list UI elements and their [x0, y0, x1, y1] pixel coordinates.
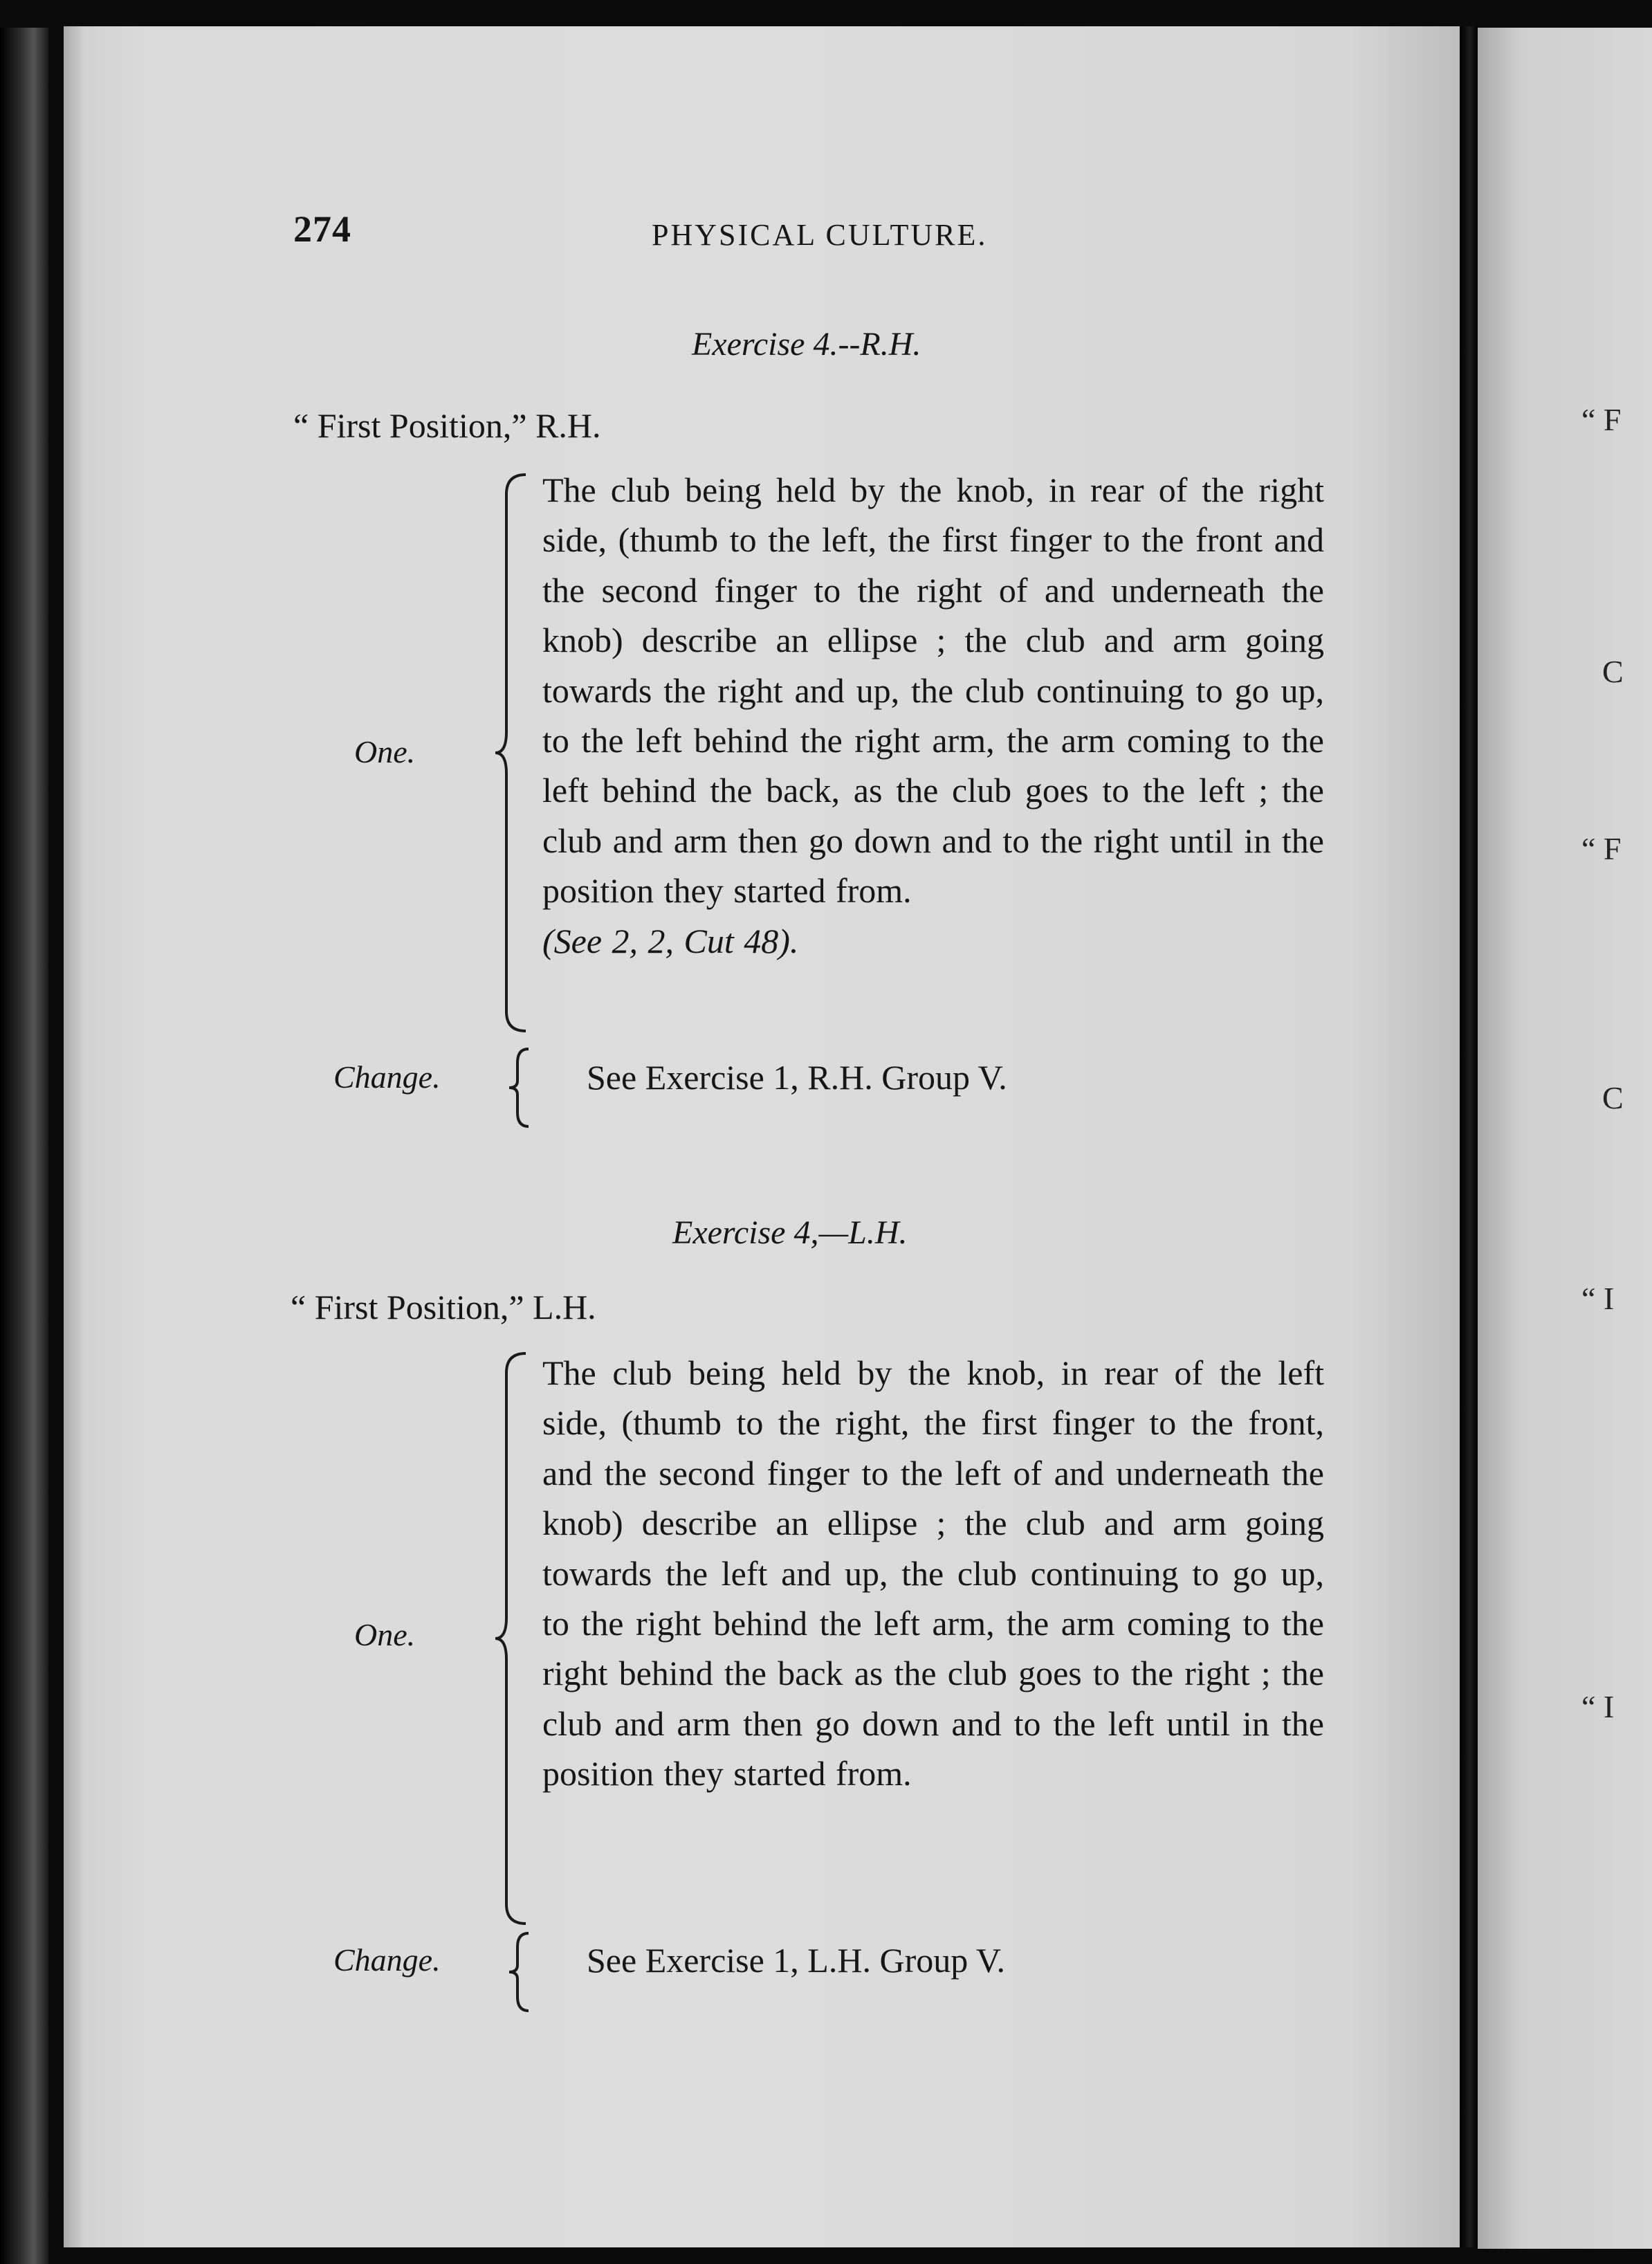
brace-change-lh [506, 1930, 534, 2014]
exercise-description-rh [542, 465, 1324, 966]
book-gutter [1460, 26, 1478, 2247]
one-label-rh: One. [354, 734, 416, 769]
position-line-lh: “ First Position,” L.H. [291, 1288, 596, 1326]
one-label-lh: One. [354, 1617, 416, 1652]
facing-fragment: C [1602, 654, 1624, 689]
change-text-lh: See Exercise 1, L.H. Group V. [587, 1941, 1005, 1980]
brace-one-rh [493, 469, 534, 1037]
change-text-rh: See Exercise 1, R.H. Group V. [587, 1058, 1007, 1097]
description-text-rh: The club being held by the knob, in rear of the right side, (thumb to the left, the first finger to the front and the second finger to the right of and underneath the knob) describe an ellipse ; the club and arm going towards the right and up, the club continuing to go up, to the left behind the right arm, the arm coming to the left behind the back, as the club goes to the left ; the club and arm then go down and to the right until in the position they started from. [542, 471, 1324, 911]
change-label-lh: Change. [333, 1942, 441, 1978]
facing-fragment: “ F [1581, 402, 1622, 437]
brace-one-lh [493, 1348, 534, 1929]
facing-fragment: “ I [1581, 1689, 1615, 1724]
facing-page [1478, 28, 1652, 2249]
change-label-rh: Change. [333, 1059, 441, 1095]
book-spine-edge [0, 28, 48, 2264]
citation-rh: (See 2, 2, Cut 48). [542, 921, 799, 960]
exercise-title-rh: Exercise 4.--R.H. [692, 326, 921, 363]
facing-fragment: C [1602, 1080, 1624, 1115]
exercise-title-lh: Exercise 4,—L.H. [672, 1214, 908, 1251]
running-head: PHYSICAL CULTURE. [652, 218, 988, 252]
page-number: 274 [293, 208, 351, 250]
brace-change-rh [506, 1046, 534, 1129]
description-text-lh: The club being held by the knob, in rear of the left side, (thumb to the right, the first finger to the front, and the second finger to the left of and underneath the knob) describe an ellipse ; the club and arm going towards the left and up, the club continuing to go up, to the right behind the left arm, the arm coming to the right behind the back as the club goes to the right ; the club and arm then go down and to the left until in the position they started from. [542, 1353, 1324, 1793]
book-page [64, 26, 1460, 2247]
page-edge-shadow [64, 26, 84, 2247]
facing-fragment: “ I [1581, 1281, 1615, 1316]
facing-fragment: “ F [1581, 831, 1622, 866]
position-line-rh: “ First Position,” R.H. [293, 406, 601, 445]
exercise-description-lh [542, 1348, 1324, 1799]
